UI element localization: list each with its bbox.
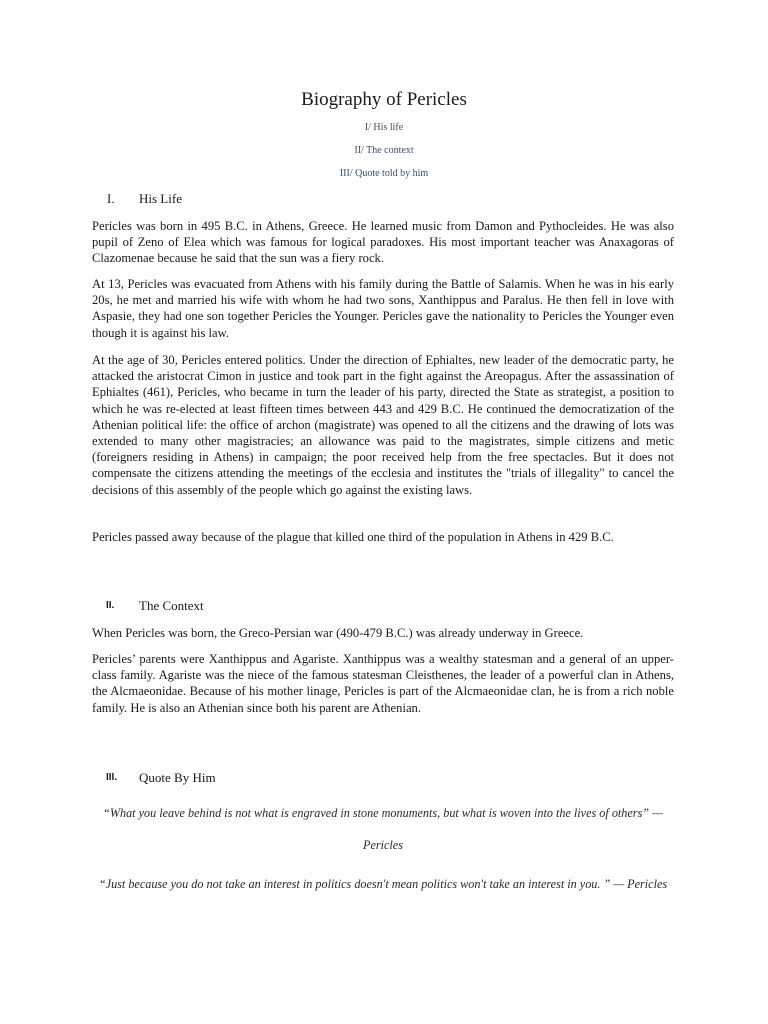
section-number: III. [106,772,118,783]
quote-legacy: “What you leave behind is not what is engraved in stone monuments, but what is woven into the lives of others” — Pericles [103,806,663,852]
paragraph-parents: Pericles’ parents were Xanthippus and Agariste. Xanthippus was a wealthy statesman and a general of an upper-class family. Agariste was the niece of the famous statesman Cleisthenes, the leader of a powerful clan in Athens, the Alcmaeonidae. Because of his mother linage, Pericles is part of the Alcmaeonidae clan, he is from a rich noble family. He is also an Athenian since both his parent are Athenian. [92,652,674,715]
paragraph-war: When Pericles was born, the Greco-Persian war (490-479 B.C.) was already underway in Greece. [92,626,584,640]
page-title: Biography of Pericles [301,89,467,110]
quote-politics: “Just because you do not take an interest in politics doesn't mean politics won't take an interest in you. ” — Pericles [98,877,668,891]
section-number: II. [106,600,115,611]
toc-item-quote: III/ Quote told by him [339,168,429,179]
toc-item-his-life: I/ His life [364,122,404,133]
paragraph-family: At 13, Pericles was evacuated from Athens with his family during the Battle of Salamis. When he was in his early 20s, he met and married his wife with whom he had two sons, Xanthippus and Paralus. He then fell in love with Aspasie, they had one son together Pericles the Younger. Pericles gave the nationality to Pericles the Younger even though it is against his law. [92,277,674,340]
section-number: I. [107,191,115,206]
paragraph-birth: Pericles was born in 495 B.C. in Athens, Greece. He learned music from Damon and Pythocleides. He was also pupil of Zeno of Elea which was famous for logical paradoxes. His most important teacher was Anaxagoras of Clazomenae because he said that the sun was a fiery rock. [92,219,674,266]
section-title: The Context [139,598,204,613]
paragraph-death: Pericles passed away because of the plague that killed one third of the population in Athens in 429 B.C. [92,530,614,544]
toc-item-context: II/ The context [354,145,414,156]
section-title: Quote By Him [139,770,216,785]
paragraph-politics: At the age of 30, Pericles entered politics. Under the direction of Ephialtes, new leader of the democratic party, he attacked the aristocrat Cimon in justice and took part in the fight against the Areopagus. After the assassination of Ephialtes (461), Pericles, who became in turn the leader of his party, directed the State as strategist, a position to which he was re-elected at least fifteen times between 443 and 429 B.C. He continued the democratization of the Athenian political life: the office of archon (magistrate) was opened to all the citizens and the drawing of lots was extended to many other magistracies; an allowance was paid to the magistrates, simple citizens and metic (foreigners residing in Athens) in campaign; the poor received help from the free spectacles. But it does not compensate the citizens attending the meetings of the ecclesia and institutes the "trials of illegality" to cancel the decisions of this assembly of the people which go against the existing laws. [92,353,674,497]
section-title: His Life [139,191,182,206]
